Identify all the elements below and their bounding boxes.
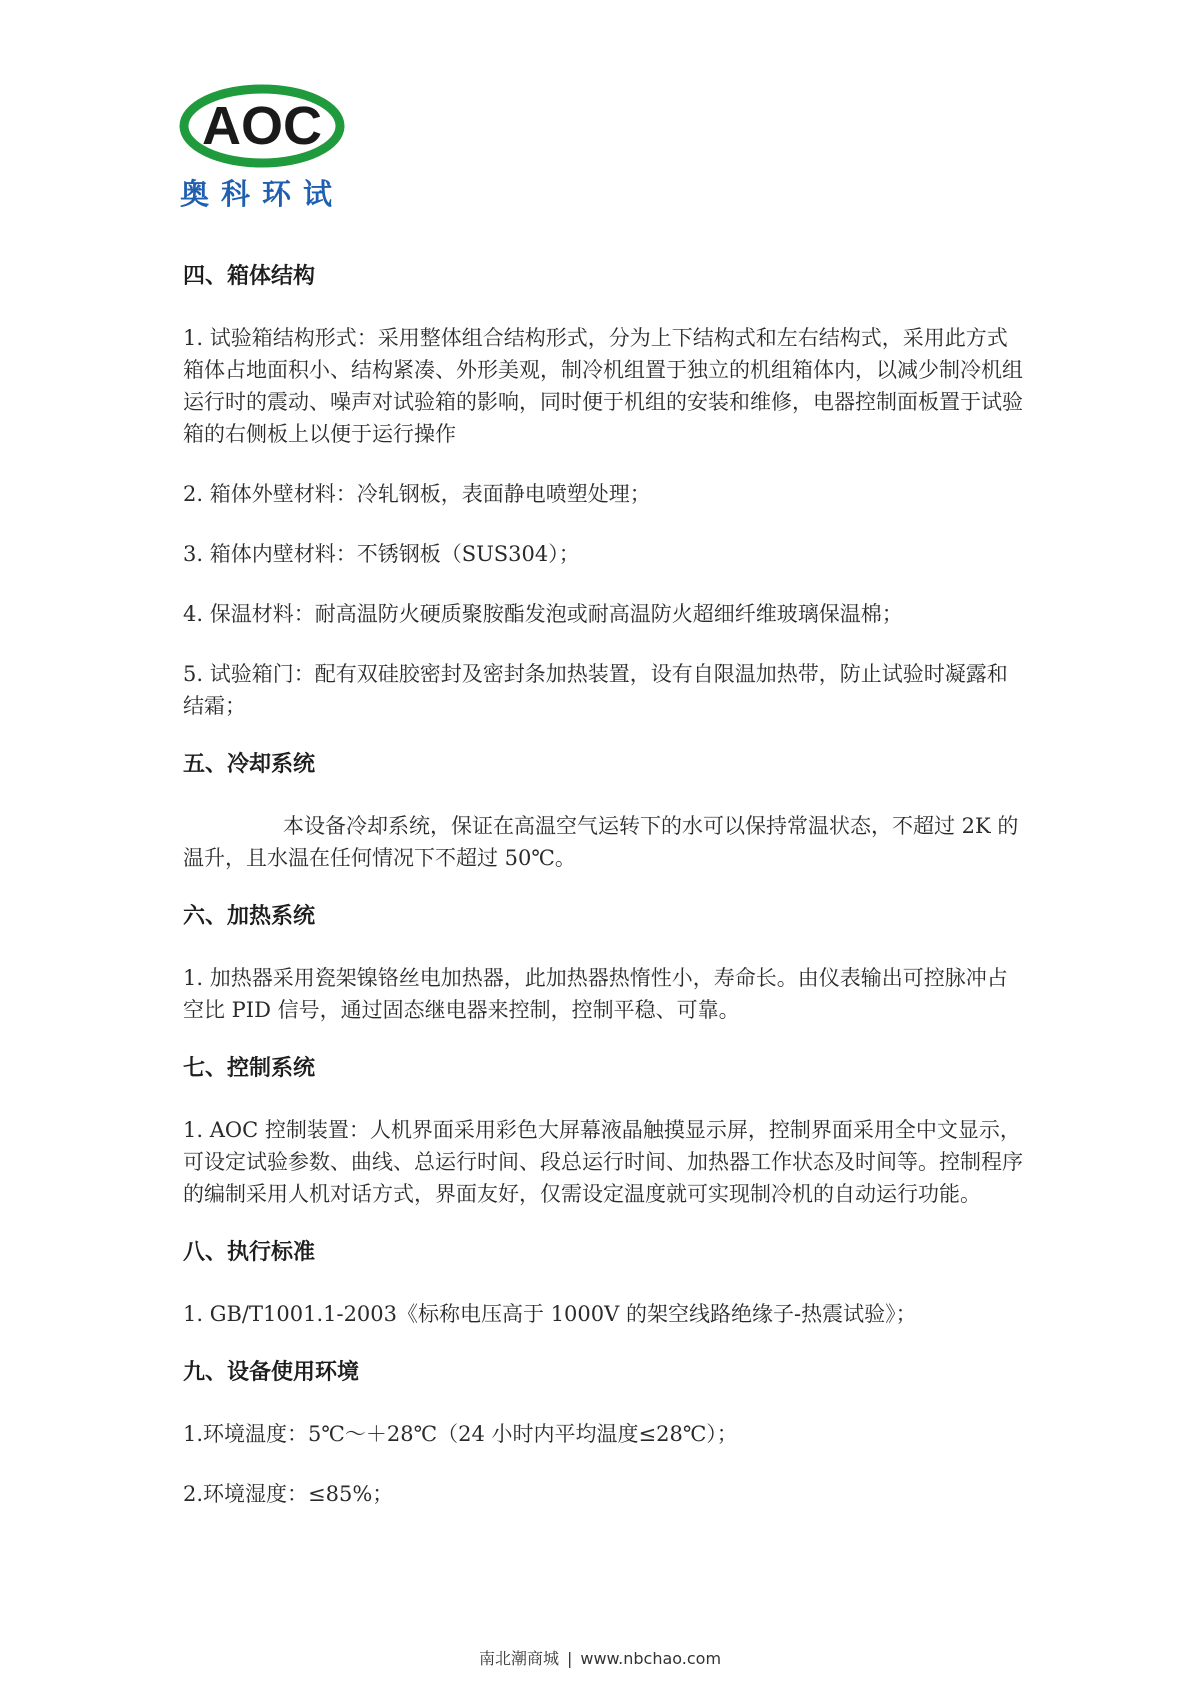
section-paragraph: 1. 试验箱结构形式：采用整体组合结构形式，分为上下结构式和左右结构式，采用此方式箱体占地面积小、结构紧凑、外形美观，制冷机组置于独立的机组箱体内，以减少制冷机组运行时的震动、噪声对试验箱的影响，同时便于机组的安装和维修，电器控制面板置于试验箱的右侧板上以便于运行操作 bbox=[183, 326, 1023, 446]
section bbox=[183, 1054, 1028, 1210]
section bbox=[183, 262, 1028, 722]
section bbox=[183, 1358, 1028, 1510]
section-paragraph: 4. 保温材料：耐高温防火硬质聚胺酯发泡或耐高温防火超细纤维玻璃保温棉； bbox=[183, 602, 903, 626]
document-body bbox=[183, 262, 1028, 1538]
section-paragraph: 2. 箱体外壁材料：冷轧钢板，表面静电喷塑处理； bbox=[183, 482, 651, 506]
logo-chinese-name: 奥科环试 bbox=[180, 177, 345, 211]
section bbox=[183, 1238, 1028, 1330]
section-paragraph: 1. 加热器采用瓷架镍铬丝电加热器，此加热器热惰性小，寿命长。由仪表输出可控脉冲占空比 PID 信号，通过固态继电器来控制，控制平稳、可靠。 bbox=[183, 966, 1008, 1022]
section bbox=[183, 750, 1028, 874]
section-paragraph: 2.环境湿度：≤85%； bbox=[183, 1482, 394, 1506]
section-paragraph: 5. 试验箱门：配有双硅胶密封及密封条加热装置，设有自限温加热带，防止试验时凝露和结霜； bbox=[183, 662, 1008, 718]
footer-site-name: 南北潮商城 bbox=[478, 1649, 559, 1668]
section-heading: 九、设备使用环境 bbox=[183, 1360, 360, 1385]
section-heading: 七、控制系统 bbox=[183, 1056, 316, 1081]
footer-separator: | bbox=[566, 1649, 573, 1668]
section-paragraph: 1.环境温度：5℃～＋28℃（24 小时内平均温度≤28℃）； bbox=[183, 1422, 738, 1446]
aoc-logo-mark bbox=[178, 80, 348, 172]
section-paragraph: 3. 箱体内壁材料：不锈钢板（SUS304）； bbox=[183, 542, 580, 566]
logo-mark-text: AOC bbox=[202, 96, 322, 156]
section-paragraph: 1. GB/T1001.1-2003《标称电压高于 1000V 的架空线路绝缘子-热震试验》； bbox=[183, 1302, 917, 1326]
company-logo bbox=[178, 80, 348, 211]
footer-url: www.nbchao.com bbox=[580, 1649, 722, 1668]
section bbox=[183, 902, 1028, 1026]
page-footer bbox=[0, 1646, 1200, 1669]
section-paragraph: 1. AOC 控制装置：人机界面采用彩色大屏幕液晶触摸显示屏，控制界面采用全中文显示，可设定试验参数、曲线、总运行时间、段总运行时间、加热器工作状态及时间等。控制程序的编制采用人机对话方式，界面友好，仅需设定温度就可实现制冷机的自动运行功能。 bbox=[183, 1118, 1023, 1206]
section-heading: 四、箱体结构 bbox=[183, 264, 316, 289]
section-heading: 八、执行标准 bbox=[183, 1240, 316, 1265]
section-heading: 六、加热系统 bbox=[183, 904, 316, 929]
section-paragraph: 本设备冷却系统，保证在高温空气运转下的水可以保持常温状态，不超过 2K 的温升，且水温在任何情况下不超过 50℃。 bbox=[183, 814, 1019, 870]
section-heading: 五、冷却系统 bbox=[183, 752, 316, 777]
